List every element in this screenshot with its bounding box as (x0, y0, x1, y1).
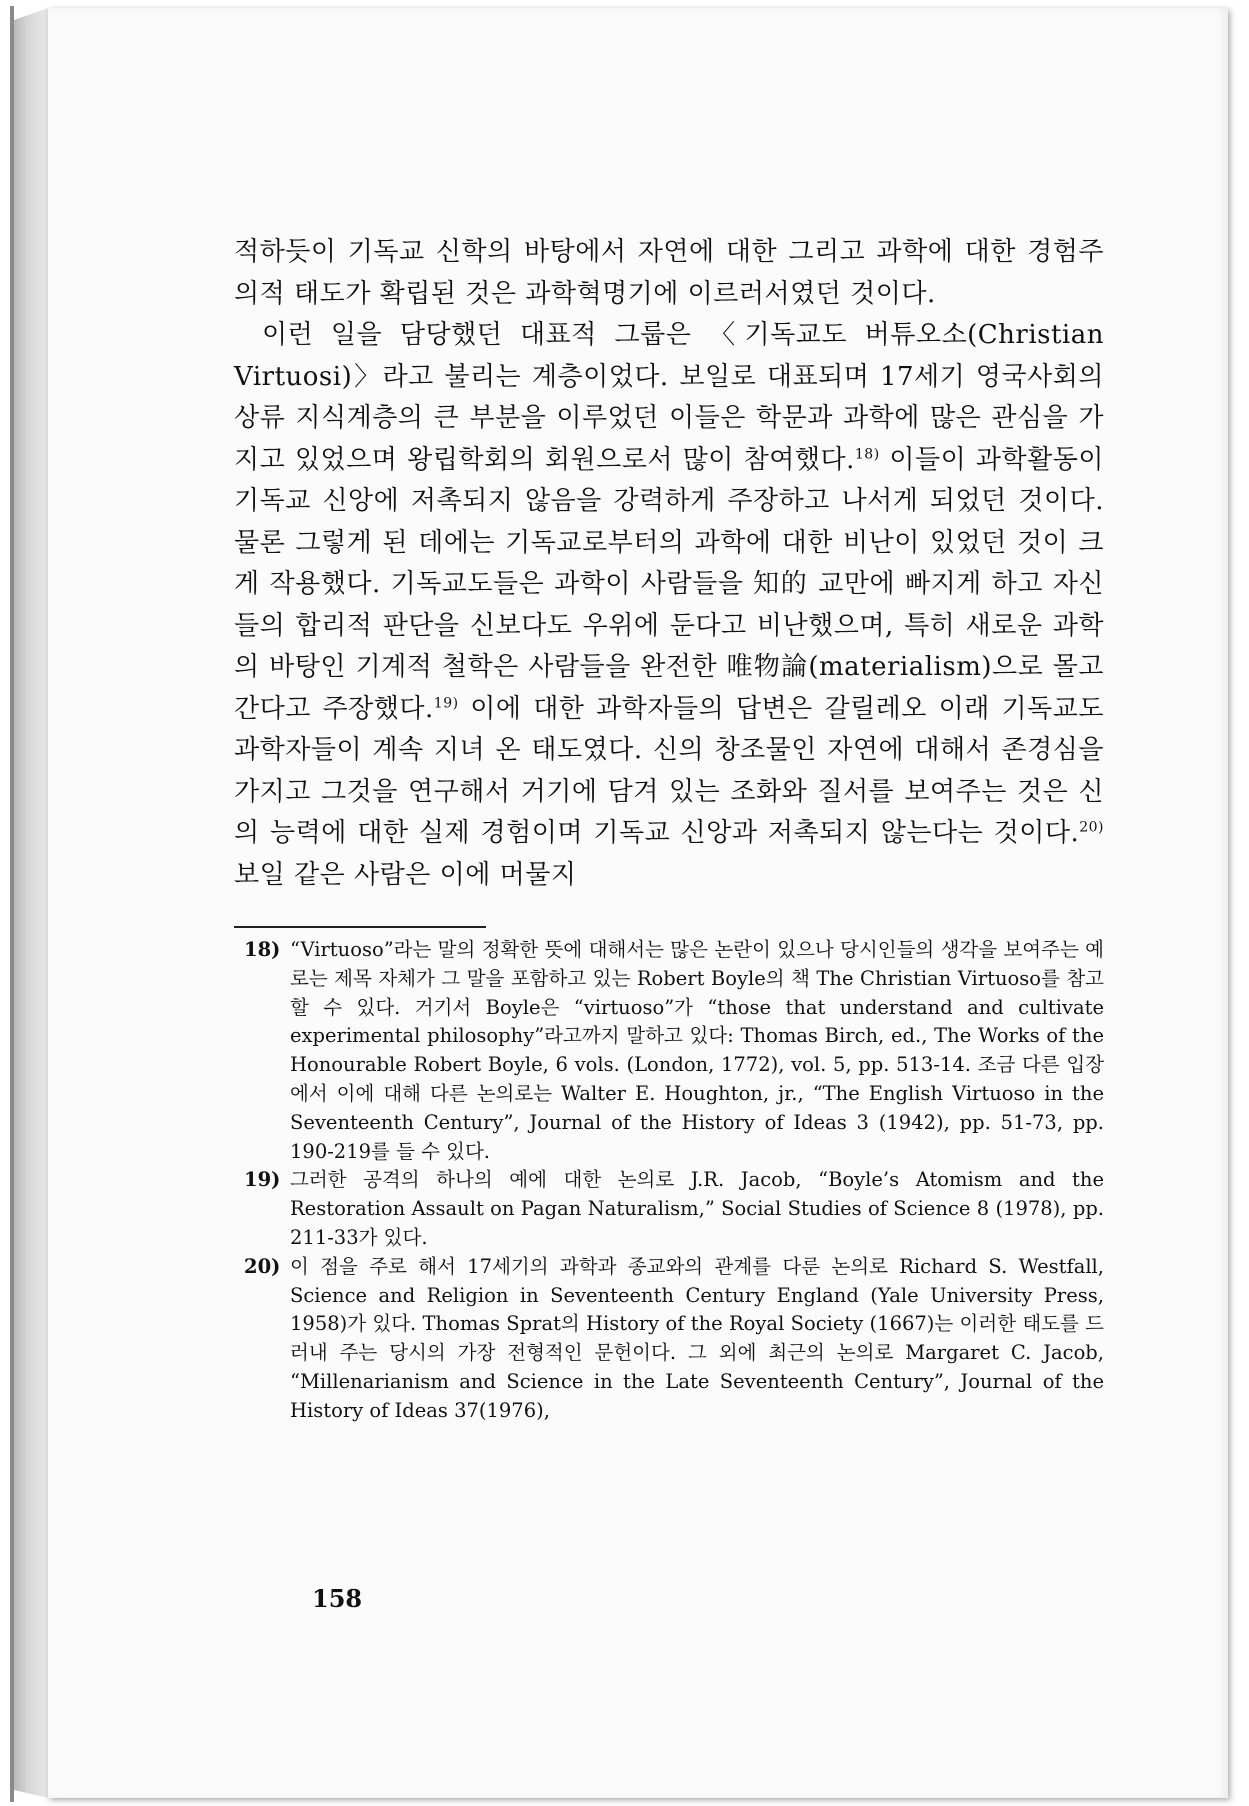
page-content (234, 232, 1104, 1426)
footnote-number: 18) (244, 938, 281, 961)
footnote-number: 19) (244, 1168, 281, 1192)
paragraph: 적하듯이 기독교 신학의 바탕에서 자연에 대한 그리고 과학에 대한 경험주의적 태도가 확립된 것은 과학혁명기에 이르러서였던 것이다. (234, 237, 1104, 309)
footnote-number: 20) (244, 1254, 281, 1278)
footnote-text: “Virtuoso”라는 말의 정확한 뜻에 대해서는 많은 논란이 있으나 당시인들의 생각을 보여주는 예로는 제목 자체가 그 말을 포함하고 있는 Robert Boyle의 책 The Christian Virtuoso를 참고할 수 있다. 거기서 Boyle은 “virtuoso”가 “those that understand and cultivate experimental philosophy”라고까지 말하고 있다: Thomas Birch, ed., The Works of the Honourable Robert Boyle, 6 vols. (London, 1772), vol. 5, pp. 513-14. 조금 다른 입장에서 이에 대해 다른 논의로는 Walter E. Houghton, jr., “The English Virtuoso in the Seventeenth Century”, Journal of the History of Ideas 3 (1942), pp. 51-73, pp. 190-219를 들 수 있다. (290, 938, 1104, 1163)
footnote-divider (234, 926, 486, 928)
footnote-ref: 18) (854, 445, 880, 462)
footnotes (234, 936, 1104, 1426)
body-text (234, 232, 1104, 896)
footnote (234, 1253, 1104, 1426)
book-spine (14, 8, 48, 1798)
page-number: 158 (312, 1584, 363, 1613)
footnote (234, 1166, 1104, 1252)
footnote-text: 그러한 공격의 하나의 예에 대한 논의로 J.R. Jacob, “Boyle’s Atomism and the Restoration Assault on Pagan Naturalism,” Social Studies of Science 8 (1978), pp. 211-33가 있다. (290, 1168, 1104, 1249)
paragraph: 이런 일을 담당했던 대표적 그룹은 〈기독교도 버튜오소(Christian Virtuosi)〉라고 불리는 계층이었다. 보일로 대표되며 17세기 영국사회의 상류 지식계층의 큰 부분을 이루었던 이들은 학문과 과학에 많은 관심을 가지고 있었으며 왕립학회의 회원으로서 많이 참여했다.$^{18)}$ 이들이 과학활동이 기독교 신앙에 저촉되지 않음을 강력하게 주장하고 나서게 되었던 것이다. 물론 그렇게 된 데에는 기독교로부터의 과학에 대한 비난이 있었던 것이 크게 작용했다. 기독교도들은 과학이 사람들을 知的 교만에 빠지게 하고 자신들의 합리적 판단을 신보다도 우위에 둔다고 비난했으며, 특히 새로운 과학의 바탕인 기계적 철학은 사람들을 완전한 唯物論(materialism)으로 몰고 간다고 주장했다.$^{19)}$ 이에 대한 과학자들의 답변은 갈릴레오 이래 기독교도 과학자들이 계속 지녀 온 태도였다. 신의 창조물인 자연에 대해서 존경심을 가지고 그것을 연구해서 거기에 담겨 있는 조화와 질서를 보여주는 것은 신의 능력에 대한 실제 경험이며 기독교 신앙과 저촉되지 않는다는 것이다.$^{20)}$ 보일 같은 사람은 이에 머물지 (234, 320, 1105, 890)
book-page (48, 8, 1228, 1798)
book-edge (10, 6, 14, 1802)
footnote-ref: 19) (433, 694, 459, 711)
footnote (234, 936, 1104, 1166)
footnote-text: 이 점을 주로 해서 17세기의 과학과 종교와의 관계를 다룬 논의로 Richard S. Westfall, Science and Religion in Seventeenth Century England (Yale University Press, 1958)가 있다. Thomas Sprat의 History of the Royal Society (1667)는 이러한 태도를 드러내 주는 당시의 가장 전형적인 문헌이다. 그 외에 최근의 논의로 Margaret C. Jacob, “Millenarianism and Science in the Late Seventeenth Century”, Journal of the History of Ideas 37(1976), (290, 1254, 1104, 1422)
footnote-ref: 20) (1079, 819, 1104, 836)
